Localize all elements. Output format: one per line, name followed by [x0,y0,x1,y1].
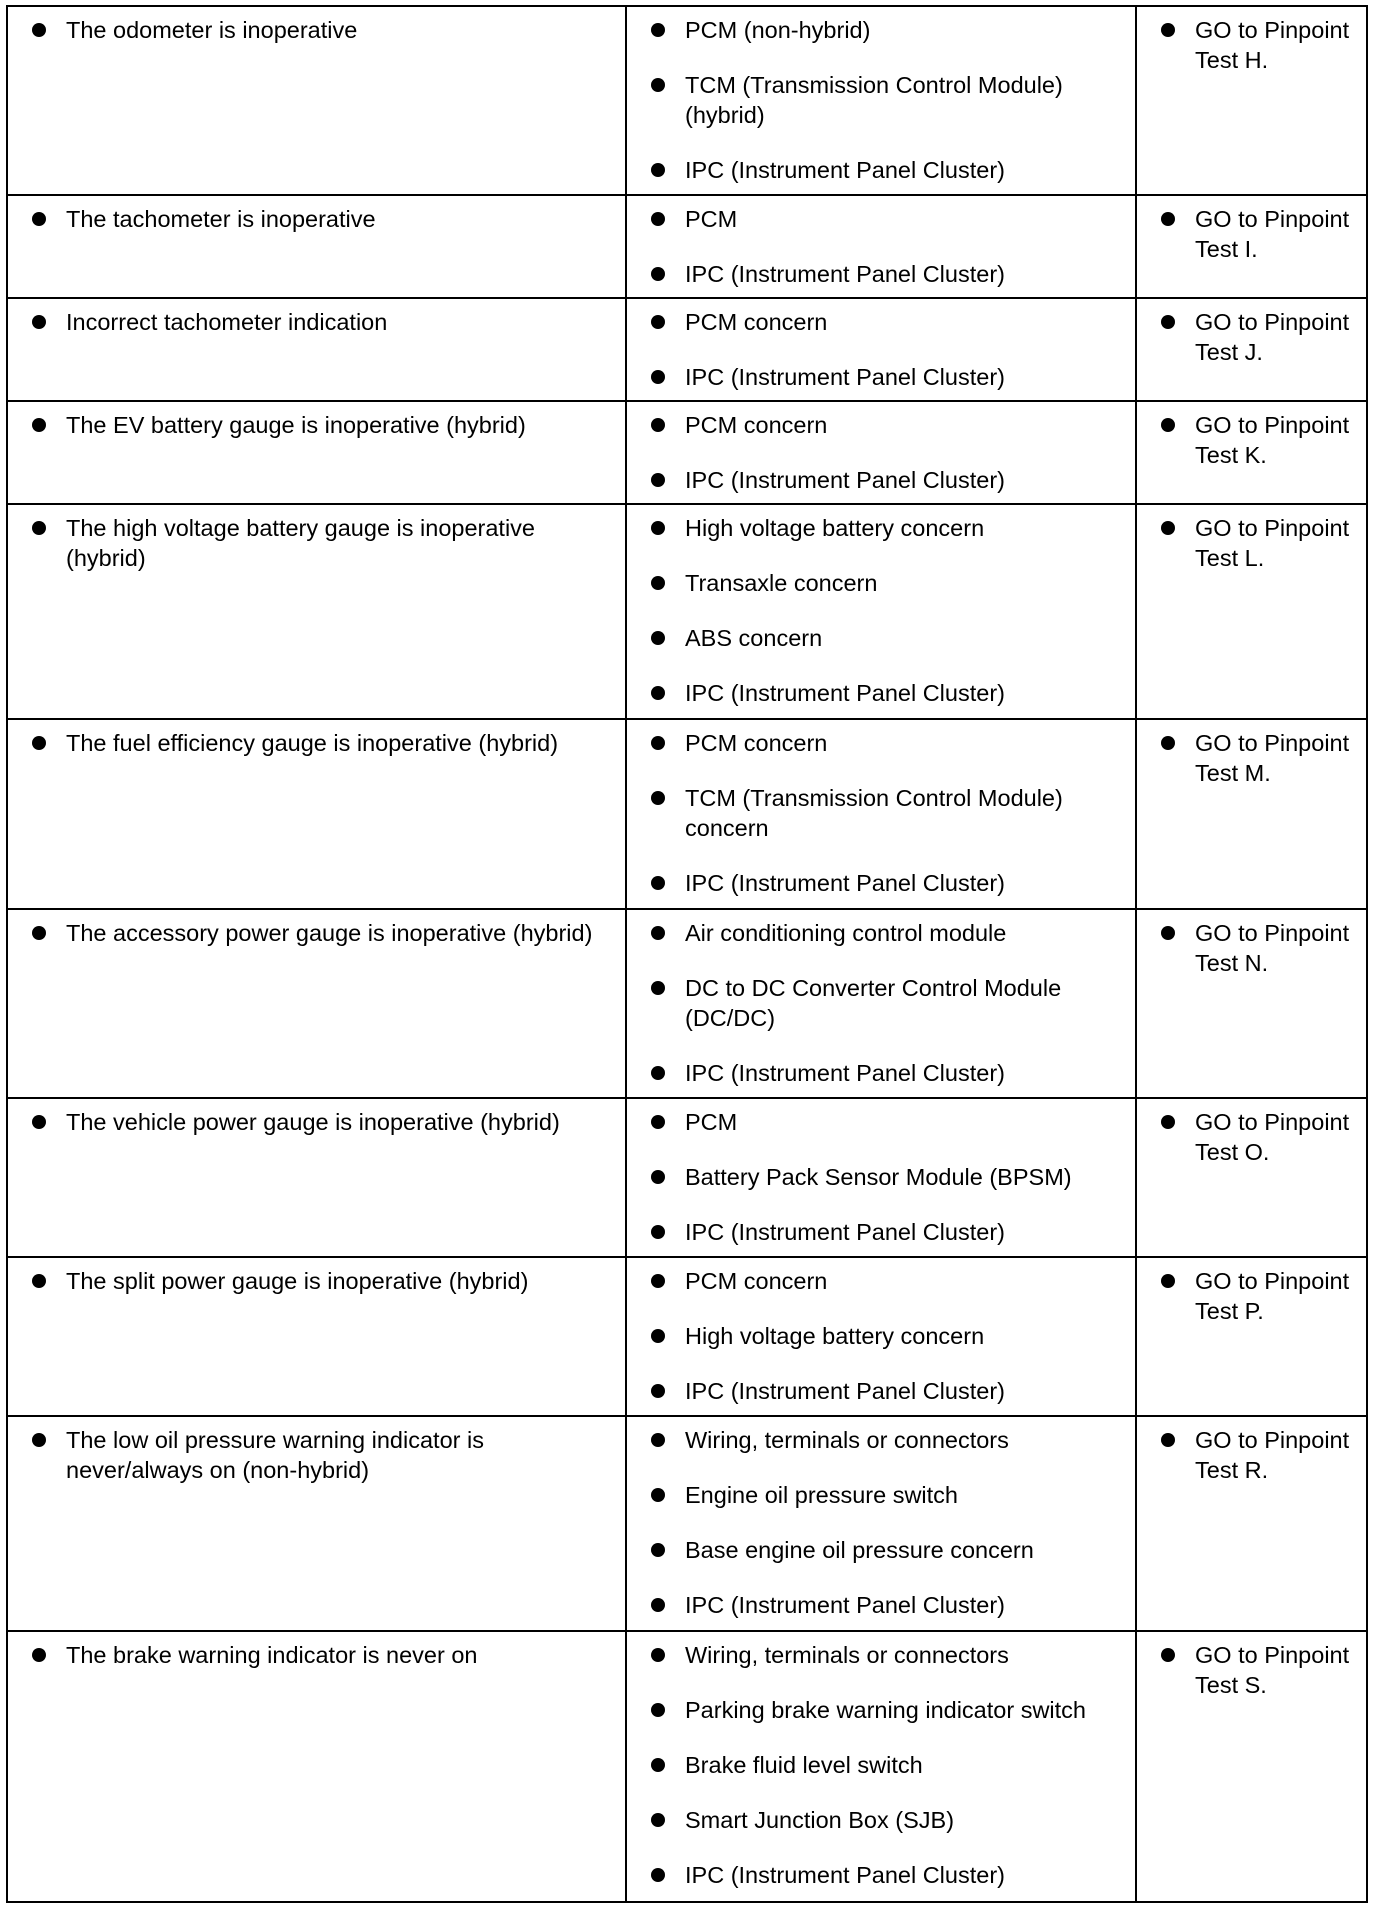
condition-cell [7,504,626,719]
action-item [1149,1266,1356,1326]
bullet-icon [1161,315,1175,329]
table-row [7,401,1367,504]
cause-item [639,1860,1125,1890]
possible-causes-cell [626,298,1136,401]
condition-cell [7,1631,626,1902]
item-text: DC to DC Converter Control Module (DC/DC) [685,974,1062,1031]
bullet-icon [651,163,665,177]
cause-item [639,1590,1125,1620]
cause-item [639,465,1125,495]
bullet-list [20,728,615,758]
item-text: Incorrect tachometer indication [66,309,388,336]
condition-item [20,728,615,758]
item-text: GO to Pinpoint Test I. [1195,206,1350,263]
bullet-icon [651,370,665,384]
bullet-icon [651,1170,665,1184]
item-text: Wiring, terminals or connectors [685,1641,1009,1668]
item-text: GO to Pinpoint Test R. [1195,1426,1350,1483]
item-text: Air conditioning control module [685,919,1007,946]
bullet-icon [1161,1648,1175,1662]
possible-causes-cell [626,1631,1136,1902]
condition-cell [7,1416,626,1631]
cause-item [639,1805,1125,1835]
condition-cell [7,909,626,1098]
bullet-list [20,1425,615,1485]
action-item [1149,204,1356,264]
item-text: The EV battery gauge is inoperative (hybrid) [66,412,526,439]
possible-causes-cell [626,504,1136,719]
cause-item [639,1266,1125,1296]
action-cell [1136,401,1367,504]
condition-cell [7,719,626,908]
bullet-list [639,15,1125,185]
action-cell [1136,6,1367,195]
bullet-list [1149,1107,1356,1167]
cause-item [639,155,1125,185]
bullet-icon [1161,1433,1175,1447]
bullet-list [639,307,1125,392]
bullet-icon [651,981,665,995]
condition-item [20,513,615,573]
table-row [7,1098,1367,1257]
possible-causes-cell [626,1416,1136,1631]
condition-cell [7,1098,626,1257]
action-cell [1136,195,1367,298]
symptom-chart [6,5,1366,1903]
bullet-icon [651,576,665,590]
cause-item [639,728,1125,758]
bullet-list [639,1107,1125,1247]
item-text: Smart Junction Box (SJB) [685,1806,955,1833]
table-body [7,6,1367,1902]
bullet-icon [32,1433,46,1447]
table-row [7,1416,1367,1631]
item-text: IPC (Instrument Panel Cluster) [685,1219,1005,1246]
item-text: GO to Pinpoint Test J. [1195,309,1350,366]
action-cell [1136,1098,1367,1257]
item-text: The tachometer is inoperative [66,206,376,233]
bullet-icon [651,876,665,890]
bullet-icon [651,1384,665,1398]
cause-item [639,1376,1125,1406]
item-text: GO to Pinpoint Test N. [1195,919,1350,976]
bullet-list [1149,728,1356,788]
bullet-icon [651,315,665,329]
bullet-icon [651,1115,665,1129]
cause-item [639,918,1125,948]
cause-item [639,1750,1125,1780]
bullet-icon [651,1066,665,1080]
action-cell [1136,1631,1367,1902]
bullet-icon [651,212,665,226]
item-text: GO to Pinpoint Test M. [1195,730,1350,787]
bullet-icon [1161,1115,1175,1129]
item-text: The split power gauge is inoperative (hybrid) [66,1268,529,1294]
item-text: GO to Pinpoint Test H. [1195,17,1350,73]
bullet-list [20,1266,615,1296]
bullet-icon [651,1758,665,1772]
item-text: The accessory power gauge is inoperative (hybrid) [66,919,593,946]
action-item [1149,728,1356,788]
item-text: TCM (Transmission Control Module) (hybrid) [685,72,1063,128]
bullet-list [1149,15,1356,75]
table-row [7,1257,1367,1416]
bullet-list [639,513,1125,708]
bullet-icon [32,736,46,750]
item-text: High voltage battery concern [685,1323,985,1349]
bullet-icon [651,267,665,281]
bullet-icon [32,315,46,329]
cause-item [639,1107,1125,1137]
condition-cell [7,401,626,504]
table-row [7,504,1367,719]
bullet-icon [651,736,665,750]
condition-item [20,15,615,45]
bullet-list [1149,307,1356,367]
cause-item [639,1217,1125,1247]
condition-item [20,1640,615,1670]
item-text: The high voltage battery gauge is inoperative (hybrid) [66,515,536,572]
bullet-icon [651,791,665,805]
cause-item [639,1425,1125,1455]
item-text: IPC (Instrument Panel Cluster) [685,1591,1005,1618]
bullet-icon [651,1598,665,1612]
condition-cell [7,6,626,195]
cause-item [639,1058,1125,1088]
symptom-table [6,5,1368,1903]
item-text: The odometer is inoperative [66,17,358,43]
item-text: Parking brake warning indicator switch [685,1696,1086,1723]
condition-item [20,307,615,337]
possible-causes-cell [626,909,1136,1098]
condition-cell [7,1257,626,1416]
bullet-list [1149,410,1356,470]
item-text: IPC (Instrument Panel Cluster) [685,680,1005,707]
possible-causes-cell [626,401,1136,504]
bullet-list [1149,1266,1356,1326]
condition-cell [7,195,626,298]
table-row [7,6,1367,195]
action-cell [1136,909,1367,1098]
item-text: PCM (non-hybrid) [685,17,871,43]
bullet-icon [651,23,665,37]
bullet-list [1149,513,1356,573]
item-text: The low oil pressure warning indicator is never/always on (non-hybrid) [66,1426,484,1483]
bullet-icon [651,521,665,535]
item-text: Wiring, terminals or connectors [685,1426,1009,1453]
bullet-icon [651,1225,665,1239]
table-row [7,298,1367,401]
item-text: PCM [685,206,738,233]
item-text: High voltage battery concern [685,515,985,542]
action-item [1149,1640,1356,1700]
item-text: Base engine oil pressure concern [685,1536,1034,1563]
item-text: IPC (Instrument Panel Cluster) [685,870,1005,897]
possible-causes-cell [626,195,1136,298]
bullet-list [20,410,615,440]
bullet-list [639,204,1125,289]
bullet-icon [651,926,665,940]
item-text: Brake fluid level switch [685,1751,923,1778]
bullet-list [639,1640,1125,1890]
possible-causes-cell [626,719,1136,908]
cause-item [639,410,1125,440]
condition-item [20,1107,615,1137]
item-text: The vehicle power gauge is inoperative (hybrid) [66,1109,560,1136]
cause-item [639,1480,1125,1510]
bullet-icon [32,521,46,535]
item-text: ABS concern [685,625,823,652]
bullet-icon [32,212,46,226]
possible-causes-cell [626,6,1136,195]
bullet-list [20,513,615,573]
item-text: IPC (Instrument Panel Cluster) [685,1378,1005,1404]
bullet-icon [651,1433,665,1447]
bullet-list [20,918,615,948]
cause-item [639,868,1125,898]
condition-item [20,410,615,440]
possible-causes-cell [626,1098,1136,1257]
item-text: PCM concern [685,412,828,439]
table-row [7,195,1367,298]
cause-item [639,1695,1125,1725]
bullet-list [20,1640,615,1670]
bullet-icon [651,1813,665,1827]
action-item [1149,15,1356,75]
bullet-icon [651,1488,665,1502]
bullet-icon [651,1648,665,1662]
action-cell [1136,1257,1367,1416]
cause-item [639,678,1125,708]
bullet-icon [651,631,665,645]
action-cell [1136,504,1367,719]
bullet-icon [1161,418,1175,432]
bullet-icon [651,1543,665,1557]
bullet-icon [651,418,665,432]
action-cell [1136,298,1367,401]
item-text: The fuel efficiency gauge is inoperative (hybrid) [66,730,559,757]
action-item [1149,1107,1356,1167]
bullet-list [20,204,615,234]
item-text: PCM concern [685,309,828,336]
cause-item [639,70,1125,130]
action-item [1149,918,1356,978]
bullet-icon [651,78,665,92]
item-text: GO to Pinpoint Test O. [1195,1109,1350,1166]
cause-item [639,513,1125,543]
bullet-icon [32,926,46,940]
possible-causes-cell [626,1257,1136,1416]
cause-item [639,15,1125,45]
bullet-icon [32,1115,46,1129]
item-text: Transaxle concern [685,570,878,597]
item-text: IPC (Instrument Panel Cluster) [685,157,1005,183]
condition-item [20,1425,615,1485]
cause-item [639,623,1125,653]
action-item [1149,307,1356,367]
bullet-list [1149,204,1356,264]
item-text: PCM concern [685,1268,828,1294]
cause-item [639,973,1125,1033]
action-cell [1136,1416,1367,1631]
bullet-icon [651,1703,665,1717]
item-text: GO to Pinpoint Test K. [1195,412,1350,469]
action-item [1149,513,1356,573]
bullet-list [639,918,1125,1088]
bullet-icon [1161,1274,1175,1288]
table-row [7,909,1367,1098]
bullet-list [1149,1640,1356,1700]
bullet-icon [32,418,46,432]
bullet-icon [651,686,665,700]
item-text: GO to Pinpoint Test L. [1195,515,1350,572]
cause-item [639,783,1125,843]
cause-item [639,307,1125,337]
bullet-list [20,307,615,337]
table-row [7,1631,1367,1902]
cause-item [639,1535,1125,1565]
bullet-list [1149,918,1356,978]
table-row [7,719,1367,908]
cause-item [639,1640,1125,1670]
condition-item [20,204,615,234]
bullet-icon [1161,212,1175,226]
bullet-list [20,15,615,45]
bullet-icon [1161,736,1175,750]
cause-item [639,204,1125,234]
action-item [1149,1425,1356,1485]
bullet-icon [651,473,665,487]
bullet-list [639,1266,1125,1406]
item-text: GO to Pinpoint Test S. [1195,1641,1350,1698]
bullet-icon [32,23,46,37]
item-text: IPC (Instrument Panel Cluster) [685,467,1005,494]
cause-item [639,1162,1125,1192]
bullet-list [1149,1425,1356,1485]
condition-item [20,918,615,948]
bullet-icon [32,1648,46,1662]
action-cell [1136,719,1367,908]
item-text: IPC (Instrument Panel Cluster) [685,364,1005,391]
action-item [1149,410,1356,470]
bullet-list [639,1425,1125,1620]
item-text: The brake warning indicator is never on [66,1641,478,1668]
bullet-icon [651,1868,665,1882]
bullet-list [639,728,1125,898]
cause-item [639,1321,1125,1351]
item-text: PCM [685,1109,738,1136]
bullet-icon [32,1274,46,1288]
condition-cell [7,298,626,401]
item-text: IPC (Instrument Panel Cluster) [685,1059,1005,1086]
bullet-list [20,1107,615,1137]
item-text: GO to Pinpoint Test P. [1195,1268,1350,1324]
item-text: IPC (Instrument Panel Cluster) [685,1861,1005,1888]
bullet-icon [651,1329,665,1343]
bullet-list [639,410,1125,495]
item-text: Battery Pack Sensor Module (BPSM) [685,1164,1072,1191]
item-text: IPC (Instrument Panel Cluster) [685,261,1005,288]
cause-item [639,568,1125,598]
cause-item [639,362,1125,392]
item-text: TCM (Transmission Control Module) concern [685,785,1063,842]
item-text: PCM concern [685,730,828,757]
cause-item [639,259,1125,289]
bullet-icon [1161,926,1175,940]
bullet-icon [651,1274,665,1288]
item-text: Engine oil pressure switch [685,1481,958,1508]
bullet-icon [1161,521,1175,535]
condition-item [20,1266,615,1296]
bullet-icon [1161,23,1175,37]
